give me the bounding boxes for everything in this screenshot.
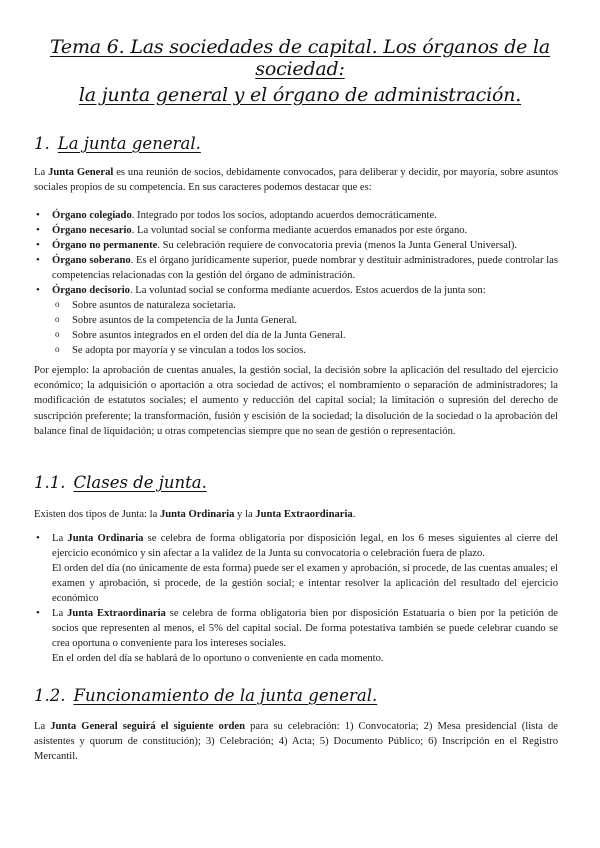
section-1-1-intro: Existen dos tipos de Junta: la Junta Ordinaria y la Junta Extraordinaria. (34, 509, 356, 520)
section-1-title: La junta general. (57, 134, 201, 153)
section-1-2-title: Funcionamiento de la junta general. (73, 686, 378, 705)
list-item: • Órgano decisorio. La voluntad social se conforma mediante acuerdos. Estos acuerdos de la junta son: o Sobre asuntos de naturaleza societaria. o Sobre asuntos de la competencia de la Junta General. o Sobre asuntos integrados en el orden del día de la Junta General. o Se adopta por mayoría y se vinculan a todos los socios. (34, 283, 558, 358)
sub-list-item: o Se adopta por mayoría y se vinculan a todos los socios. (52, 343, 558, 358)
section-1-1-heading (34, 473, 207, 492)
sub-list-item: o Sobre asuntos integrados en el orden del día de la Junta General. (52, 328, 558, 343)
extraordinary-agenda-text: En el orden del día se hablará de lo oportuno o conveniente en cada momento. (52, 653, 384, 664)
list-item: • Órgano soberano. Es el órgano jurídicamente superior, puede nombrar y destituir administradores, puede controlar las competencias relacionadas con la gestión del órgano de administración. (34, 253, 558, 283)
junta-types-list (34, 531, 558, 666)
section-1-heading (34, 134, 201, 153)
document-title-line-1: Tema 6. Las sociedades de capital. Los órganos de la sociedad: (49, 36, 551, 80)
list-item: • Órgano necesario. La voluntad social se conforma mediante acuerdos emanados por este órgano. (34, 223, 558, 238)
list-item: • La Junta Ordinaria se celebra de forma obligatoria por disposición legal, en los 6 meses siguientes al cierre del ejercicio económico y sin afectar a la validez de la Junta su convocatoria o celebración fuera de plazo. El orden del día (no únicamente de esta forma) puede ser el examen y aprobación, si procede, de las cuentas anuales; el examen y aprobación, si procede, de la gestión social; e intentar resolver la aplicación del resultado del ejercicio económico (34, 531, 558, 606)
section-1-2-paragraph: La Junta General seguirá el siguiente orden para su celebración: 1) Convocatoria; 2) Mesa presidencial (lista de asistentes y quorum de constitución); 3) Celebración; 4) Acta; 5) Documento Público; 6) Inscripción en el Registro Mercantil. (34, 721, 558, 763)
section-1-2-number: 1.2. (34, 686, 66, 705)
list-item: • Órgano no permanente. Su celebración requiere de convocatoria previa (menos la Junta General Universal). (34, 238, 558, 253)
characteristics-list (34, 208, 558, 358)
section-1-1-number: 1.1. (34, 473, 66, 492)
section-1-2-heading (34, 686, 377, 705)
section-1-1-title: Clases de junta. (73, 473, 207, 492)
section-1-example: Por ejemplo: la aprobación de cuentas anuales, la gestión social, la decisión sobre la aplicación del resultado del ejercicio económico; la adquisición o aportación a otra sociedad de activos; el nombramiento o separación de administradores; la modificación de estatutos sociales; el aumento y reducción del capital social; la limitación o supresión del derecho de suscripción preferente; la transformación, fusión y escisión de la sociedad; la disolución de la sociedad o la aprobación del balance final de liquidación; u otras competencias siempre que no sean de gestión o representación. (34, 365, 558, 437)
list-item: • Órgano colegiado. Integrado por todos los socios, adoptando acuerdos democráticamente. (34, 208, 558, 223)
section-1-number: 1. (34, 134, 50, 153)
ordinary-agenda-text: El orden del día (no únicamente de esta forma) puede ser el examen y aprobación, si procede, de las cuentas anuales; el examen y aprobación, si procede, de la gestión social; e intentar resolver la aplicación del resultado del ejercicio económico (52, 563, 558, 604)
section-1-intro: La Junta General es una reunión de socios, debidamente convocados, para deliberar y decidir, por mayoría, sobre asuntos sociales propios de su competencia. En sus caracteres podemos destacar que es: (34, 167, 558, 194)
agreements-sublist (52, 298, 558, 358)
list-item: • La Junta Extraordinaria se celebra de forma obligatoria bien por disposición Estatuaria o bien por la petición de socios que representen al menos, el 5% del capital social. De forma potestativa también se puede celebrar cuando se crea oportuna o conveniente para los intereses sociales. En el orden del día se hablará de lo oportuno o conveniente en cada momento. (34, 606, 558, 666)
document-title-line-2: la junta general y el órgano de administración. (78, 84, 522, 106)
sub-list-item: o Sobre asuntos de la competencia de la Junta General. (52, 313, 558, 328)
sub-list-item: o Sobre asuntos de naturaleza societaria. (52, 298, 558, 313)
